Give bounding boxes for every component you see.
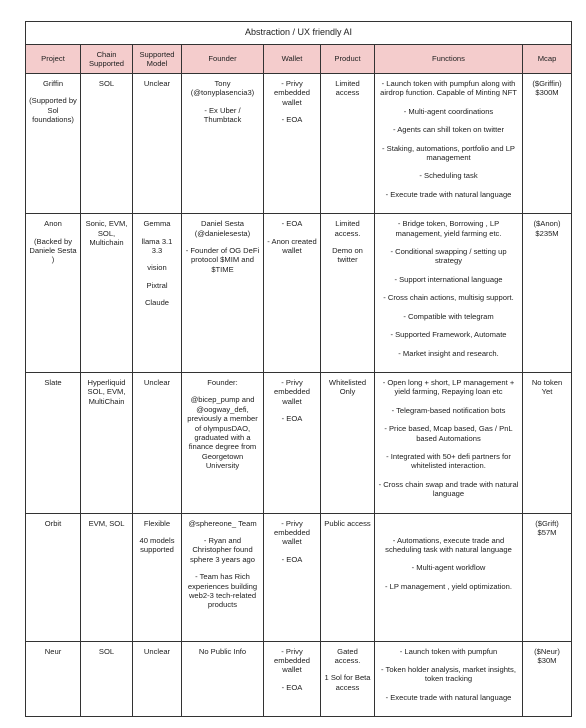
cell-product <box>321 372 375 513</box>
function-item: - LP management , yield optimization. <box>385 581 512 591</box>
model-text: Unclear <box>143 79 171 88</box>
function-item: - Bridge token, Borrowing , LP management, yield farming etc. <box>395 219 502 238</box>
cell-mcap <box>523 641 572 717</box>
cell-mcap <box>523 513 572 641</box>
function-item: - Agents can shill token on twitter <box>392 125 504 135</box>
cell-product <box>321 641 375 717</box>
header-functions: Functions <box>375 45 523 74</box>
function-item: - Token holder analysis, market insights, token tracking <box>381 664 516 684</box>
product-text: 1 Sol for Beta access <box>324 673 371 692</box>
chain-text: SOL <box>98 79 115 88</box>
founder-text: Tony (@tonyplasencia3) <box>190 79 255 98</box>
wallet-text: - Privy embedded wallet <box>274 79 310 107</box>
wallet-text: - Privy embedded wallet <box>274 646 310 675</box>
function-item: - Multi-agent workflow <box>411 563 486 573</box>
cell-product <box>321 214 375 373</box>
founder-text: - Team has Rich experiences building web2-3 tech-related products <box>187 572 258 610</box>
cell-model <box>133 513 182 641</box>
table-row <box>26 641 572 717</box>
wallet-text: - EOA <box>281 219 303 229</box>
header-project: Project <box>26 45 81 74</box>
wallet-text: - EOA <box>281 414 303 424</box>
model-text: llama 3.1 3.3 <box>141 236 173 256</box>
comparison-table <box>25 21 572 717</box>
function-item: - Integrated with 50+ defi partners for whitelisted interaction. <box>386 451 511 471</box>
cell-functions <box>375 214 523 373</box>
model-text: Unclear <box>143 377 171 387</box>
model-text: Gemma <box>143 219 171 229</box>
wallet-text: - Privy embedded wallet <box>274 377 310 406</box>
table-row <box>26 372 572 513</box>
project-note: (Backed by Daniele Sesta ) <box>29 236 77 265</box>
function-item: - Market insight and research. <box>398 348 499 358</box>
research-table-sheet <box>25 21 571 717</box>
wallet-text: - Privy embedded wallet <box>274 518 310 547</box>
model-text: vision <box>147 263 167 273</box>
project-name: Orbit <box>44 518 62 528</box>
cell-project <box>26 372 81 513</box>
chain-text: Sonic, EVM, SOL, Multichain <box>85 219 128 248</box>
mcap-text: No token Yet <box>531 377 563 397</box>
founder-text: Daniel Sesta (@danielesesta) <box>194 219 251 238</box>
function-item: - Staking, automations, portfolio and LP management <box>382 143 515 163</box>
cell-wallet <box>264 372 321 513</box>
cell-project <box>26 513 81 641</box>
wallet-text: - Anon created wallet <box>267 236 317 256</box>
mcap-text: ($Griffin) $300M <box>532 79 562 98</box>
cell-functions <box>375 641 523 717</box>
header-row <box>26 45 572 74</box>
function-item: - Multi-agent coordinations <box>403 106 494 116</box>
model-text: Pixtral <box>146 280 168 290</box>
project-note: (Supported by Sol foundations) <box>29 96 77 125</box>
function-item: - Price based, Mcap based, Gas / PnL based Automations <box>384 424 513 443</box>
model-text: 40 models supported <box>139 535 175 555</box>
function-item: - Launch token with pumpfun along with airdrop function. Capable of Minting NFT <box>380 79 517 98</box>
function-item: - Scheduling task <box>419 171 478 181</box>
cell-chain <box>81 513 133 641</box>
function-item: - Cross chain actions, multisig support. <box>383 293 514 303</box>
cell-mcap <box>523 372 572 513</box>
product-text: Limited access. <box>334 219 361 238</box>
header-founder: Founder <box>182 45 264 74</box>
wallet-text: - EOA <box>281 682 303 692</box>
cell-founder <box>182 214 264 373</box>
cell-founder <box>182 513 264 641</box>
function-item: - Execute trade with natural language <box>385 692 512 702</box>
founder-text: @sphereone_ Team <box>188 518 257 528</box>
founder-text: - Founder of OG DeFi protocol $MIM and $TIME <box>185 246 260 274</box>
function-item: - Support international language <box>394 274 503 284</box>
cell-project <box>26 214 81 373</box>
cell-model <box>133 641 182 717</box>
cell-product <box>321 74 375 214</box>
wallet-text: - EOA <box>281 554 303 564</box>
founder-text: - Ex Uber / Thumbtack <box>203 105 242 125</box>
function-item: - Automations, execute trade and scheduling task with natural language <box>385 535 512 554</box>
model-text: Claude <box>144 298 170 308</box>
founder-text: - Ryan and Christopher found sphere 3 years ago <box>189 535 255 564</box>
table-row <box>26 74 572 214</box>
project-name: Slate <box>44 377 62 387</box>
mcap-text: ($Anon) $235M <box>533 219 561 238</box>
founder-text: @bicep_pump and @oogway_defi, previously a member of olympusDAO, graduated with a finance degree from Georgetown University <box>187 395 258 471</box>
table-row <box>26 513 572 641</box>
product-text: Gated access. <box>334 646 361 665</box>
chain-text: EVM, SOL <box>88 518 125 528</box>
function-item: - Compatible with telegram <box>403 311 494 321</box>
cell-model <box>133 214 182 373</box>
chain-text: SOL <box>98 646 115 656</box>
cell-chain <box>81 641 133 717</box>
cell-model <box>133 372 182 513</box>
founder-text: Founder: <box>207 377 238 387</box>
header-chain: Chain Supported <box>81 45 133 74</box>
function-item: - Launch token with pumpfun <box>399 646 498 656</box>
project-name: Neur <box>44 646 62 656</box>
cell-mcap <box>523 214 572 373</box>
product-text: Whitelisted Only <box>328 377 367 397</box>
cell-wallet <box>264 74 321 214</box>
cell-project <box>26 641 81 717</box>
mcap-text: ($Neur) $30M <box>534 646 560 665</box>
cell-mcap <box>523 74 572 214</box>
cell-chain <box>81 74 133 214</box>
cell-project <box>26 74 81 214</box>
function-item: - Open long + short, LP management + yield farming, Repaying loan etc <box>382 377 515 397</box>
model-text: Flexible <box>143 518 171 528</box>
function-item: - Telegram-based notification bots <box>391 405 506 415</box>
mcap-text: ($Grift) $57M <box>535 518 559 537</box>
cell-wallet <box>264 513 321 641</box>
project-name: Griffin <box>42 79 64 88</box>
cell-wallet <box>264 641 321 717</box>
cell-functions <box>375 372 523 513</box>
cell-product <box>321 513 375 641</box>
function-item: - Execute trade with natural language <box>385 189 512 199</box>
function-item: - Supported Framework, Automate <box>390 330 507 340</box>
cell-functions <box>375 513 523 641</box>
cell-chain <box>81 214 133 373</box>
product-text: Public access <box>324 518 371 528</box>
project-name: Anon <box>44 219 62 229</box>
cell-functions <box>375 74 523 214</box>
cell-founder <box>182 74 264 214</box>
cell-chain <box>81 372 133 513</box>
product-text: Demo on twitter <box>332 246 363 265</box>
cell-wallet <box>264 214 321 373</box>
wallet-text: - EOA <box>281 115 303 125</box>
header-product: Product <box>321 45 375 74</box>
function-item: - Cross chain swap and trade with natural language <box>378 479 519 499</box>
founder-text: No Public Info <box>198 646 247 656</box>
cell-founder <box>182 372 264 513</box>
function-item: - Conditional swapping / setting up strategy <box>390 247 507 266</box>
model-text: Unclear <box>143 646 171 656</box>
cell-founder <box>182 641 264 717</box>
header-mcap: Mcap <box>523 45 572 74</box>
cell-model <box>133 74 182 214</box>
product-text: Limited access <box>335 79 360 98</box>
table-row <box>26 214 572 373</box>
chain-text: Hyperliquid SOL, EVM, MultiChain <box>87 377 126 406</box>
header-model: Supported Model <box>133 45 182 74</box>
header-wallet: Wallet <box>264 45 321 74</box>
table-title: Abstraction / UX friendly AI <box>26 22 572 45</box>
